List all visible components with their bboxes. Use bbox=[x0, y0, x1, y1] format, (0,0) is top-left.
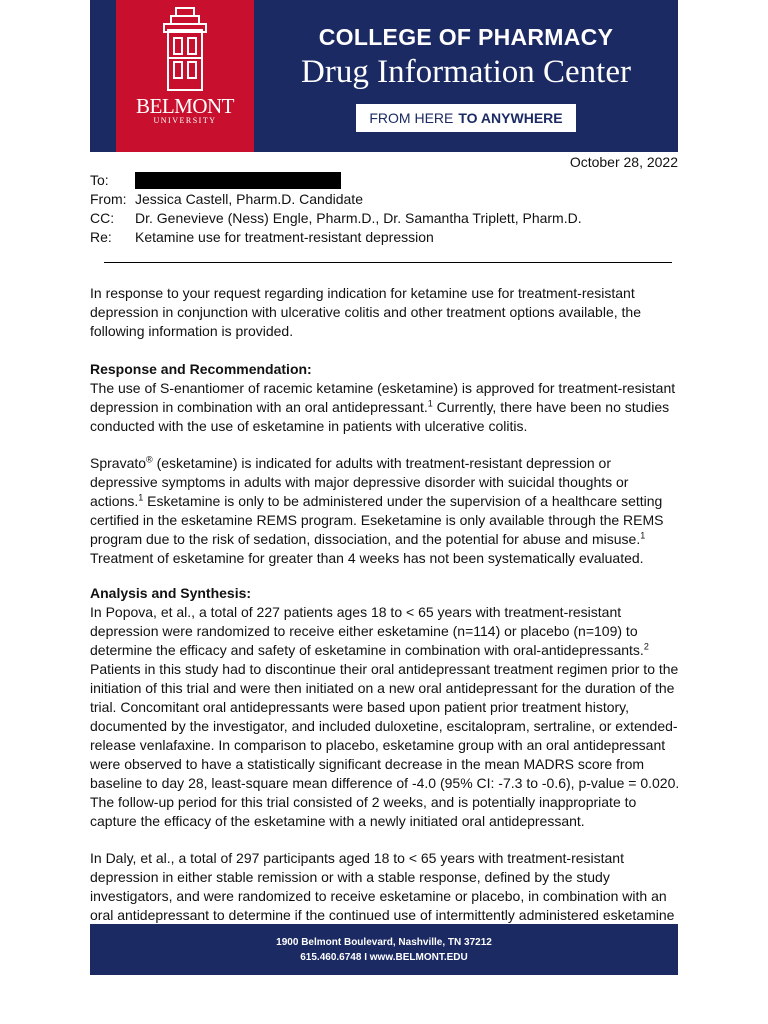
tagline-part-2: TO ANYWHERE bbox=[458, 110, 563, 126]
footer-banner bbox=[90, 924, 678, 975]
bell-tower-icon bbox=[116, 0, 254, 96]
college-title: COLLEGE OF PHARMACY bbox=[318, 24, 614, 50]
analysis-heading: Analysis and Synthesis: bbox=[90, 585, 252, 601]
tagline-part-1: FROM HERE bbox=[369, 110, 454, 126]
redacted-recipient bbox=[135, 172, 341, 189]
spravato-paragraph bbox=[90, 454, 680, 568]
logo-subtitle: UNIVERSITY bbox=[153, 116, 217, 125]
spravato-name: Spravato bbox=[90, 455, 147, 471]
spravato-text-a: (esketamine) is indicated for adults with treatment-resistant depression or depressive symptoms in adults with major depressive disorder with suicidal thoughts or actions. bbox=[90, 455, 629, 509]
response-text-a: The use of S-enantiomer of racemic ketamine (esketamine) is approved for treatment-resistant depression in combination with an oral antidepressant. bbox=[90, 380, 676, 415]
to-label: To: bbox=[90, 172, 109, 188]
analysis-section bbox=[90, 584, 680, 831]
citation-ref: 1 bbox=[138, 492, 144, 503]
tagline bbox=[356, 104, 576, 132]
re-label: Re: bbox=[90, 229, 112, 245]
from-value: Jessica Castell, Pharm.D. Candidate bbox=[135, 191, 363, 207]
divider bbox=[104, 262, 672, 263]
memo-from bbox=[90, 191, 363, 207]
footer-contact: 615.460.6748 I www.BELMONT.EDU bbox=[300, 952, 468, 963]
cc-label: CC: bbox=[90, 210, 115, 226]
logo-wordmark: BELMONT bbox=[136, 94, 234, 118]
response-section bbox=[90, 360, 680, 436]
daly-paragraph: In Daly, et al., a total of 297 participants aged 18 to < 65 years with treatment-resistant depression in either stable remission or with a stable response, defined by the study investigators, and were randomized to receive esketamine or placebo, in combination with an oral antidepressant to determine if the continued use of intermittently administered esketamine bbox=[90, 850, 675, 923]
re-value: Ketamine use for treatment-resistant depression bbox=[135, 229, 434, 245]
from-label: From: bbox=[90, 191, 127, 207]
response-text-b: Currently, there have been no studies conducted with the use of esketamine in patients with ulcerative colitis. bbox=[90, 399, 670, 434]
popova-text-b: Patients in this study had to discontinue their oral antidepressant treatment regimen prior to the initiation of this trial and were then initiated on a new oral antidepressant for the duration of the trial. Concomitant oral antidepressants were based upon patient prior treatment history, documented by the investigator, and included duloxetine, escitalopram, sertraline, or extended-release venlafaxine. In comparison to placebo, esketamine group with an oral antidepressant were observed to have a statistically significant decrease in the mean MADRS score from baseline to day 28, least-square mean difference of -4.0 (95% CI: -7.3 to -0.6), p-value = 0.020. The follow-up period for this trial consisted of 2 weeks, and is potentially inappropriate to capture the efficacy of the esketamine with a newly initiated oral antidepressant. bbox=[90, 661, 680, 829]
spravato-text-b: Esketamine is only to be administered under the supervision of a healthcare setting certified in the esketamine REMS program. Eseketamine is only available through the REMS program due to the risk of sedation, dissociation, and the potential for abuse and misuse. bbox=[90, 493, 664, 547]
memo-date: October 28, 2022 bbox=[569, 154, 678, 170]
citation-ref: 1 bbox=[640, 530, 646, 541]
memo-cc bbox=[90, 210, 582, 226]
citation-ref: 1 bbox=[427, 398, 433, 409]
response-paragraph bbox=[90, 379, 680, 436]
memo-re bbox=[90, 229, 434, 245]
belmont-logo bbox=[116, 0, 254, 152]
citation-ref: 2 bbox=[643, 641, 649, 652]
memo-to bbox=[90, 172, 135, 188]
cc-value: Dr. Genevieve (Ness) Engle, Pharm.D., Dr. Samantha Triplett, Pharm.D. bbox=[135, 210, 582, 226]
response-heading: Response and Recommendation: bbox=[90, 361, 312, 377]
popova-text-a: In Popova, et al., a total of 227 patients ages 18 to < 65 years with treatment-resistant depression were randomized to receive either esketamine (n=114) or placebo (n=109) to determine the efficacy and safety of esketamine in combination with oral-antidepressants. bbox=[90, 604, 644, 658]
registered-mark: ® bbox=[146, 454, 153, 465]
popova-paragraph bbox=[90, 603, 680, 831]
footer-address: 1900 Belmont Boulevard, Nashville, TN 37212 bbox=[276, 937, 492, 948]
center-title: Drug Information Center bbox=[301, 54, 631, 90]
spravato-text-c: Treatment of esketamine for greater than 4 weeks has not been systematically evaluated. bbox=[90, 550, 644, 566]
intro-paragraph: In response to your request regarding indication for ketamine use for treatment-resistant depression in conjunction with ulcerative colitis and other treatment options available, the following information is provided. bbox=[90, 285, 641, 339]
